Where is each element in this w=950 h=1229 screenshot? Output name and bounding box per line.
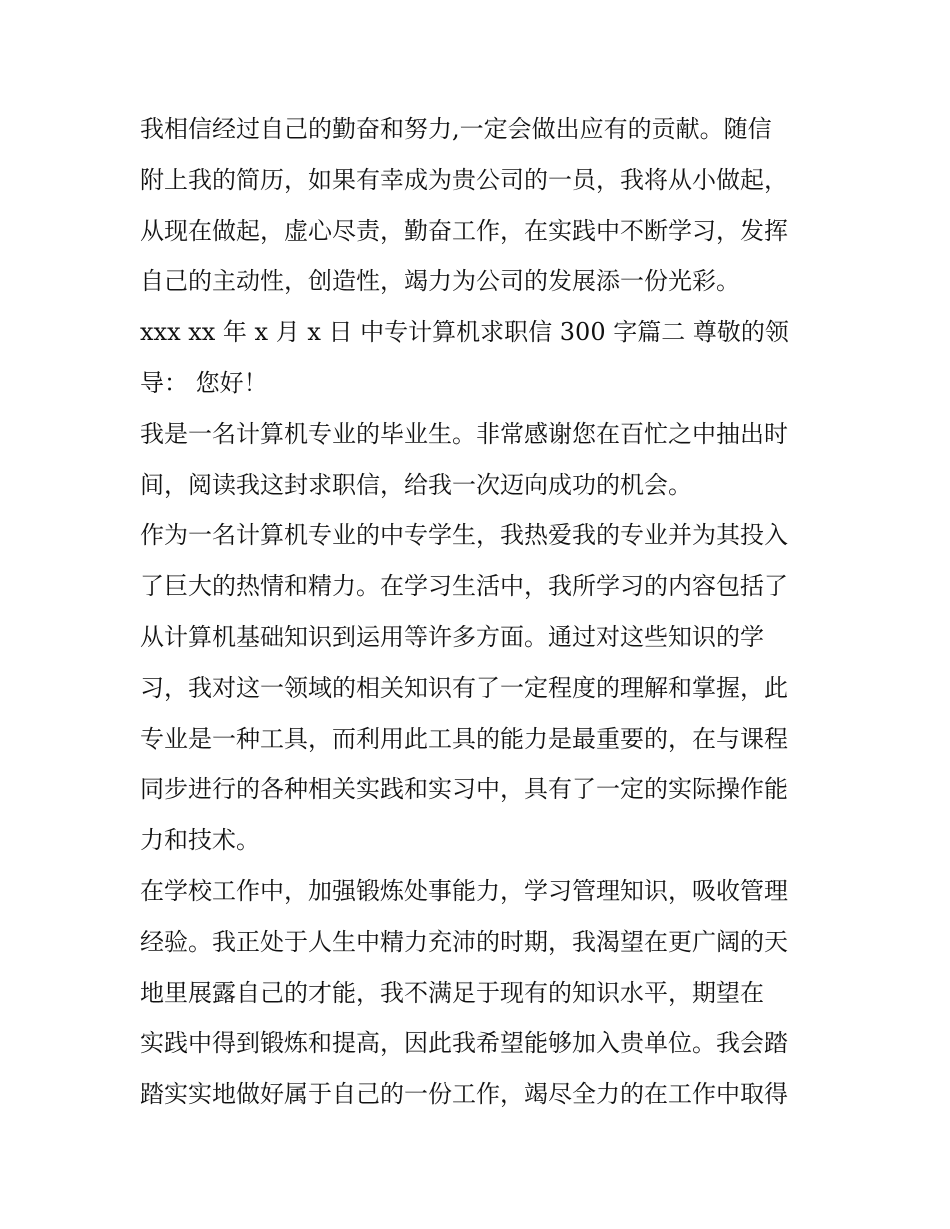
text-line: 自己的主动性，创造性，竭力为公司的发展添一份光彩。	[140, 267, 740, 296]
text-line: 间，阅读我这封求职信，给我一次迈向成功的机会。	[140, 470, 692, 499]
text-line: 我是一名计算机专业的毕业生。非常感谢您在百忙之中抽出时	[140, 419, 788, 448]
text-line: 在学校工作中，加强锻炼处事能力，学习管理知识，吸收管理	[140, 876, 788, 905]
text-line: 我相信经过自己的勤奋和努力,一定会做出应有的贡献。随信	[140, 115, 772, 143]
text-line: 专业是一种工具，而利用此工具的能力是最重要的，在与课程	[140, 724, 788, 753]
text-line: 作为一名计算机专业的中专学生，我热爱我的专业并为其投入	[140, 521, 788, 550]
text-line: 同步进行的各种相关实践和实习中，具有了一定的实际操作能	[140, 775, 788, 804]
text-line: 力和技术。	[140, 826, 260, 855]
text-line: 导： 您好！	[140, 368, 268, 397]
text-line: xxx xx 年 x 月 x 日 中专计算机求职信 300 字篇二 尊敬的领	[140, 318, 789, 347]
text-line: 从现在做起，虚心尽责，勤奋工作，在实践中不断学习，发挥	[140, 216, 788, 245]
text-line: 地里展露自己的才能，我不满足于现有的知识水平，期望在	[140, 978, 764, 1007]
text-line: 附上我的简历，如果有幸成为贵公司的一员，我将从小做起，	[140, 165, 788, 194]
text-line: 了巨大的热情和精力。在学习生活中，我所学习的内容包括了	[140, 572, 788, 601]
text-line: 实践中得到锻炼和提高，因此我希望能够加入贵单位。我会踏	[140, 1029, 788, 1058]
document-body	[140, 104, 812, 1120]
text-line: 从计算机基础知识到运用等许多方面。通过对这些知识的学	[140, 622, 764, 651]
text-line: 踏实实地做好属于自己的一份工作，竭尽全力的在工作中取得	[140, 1080, 788, 1109]
text-line: 习，我对这一领域的相关知识有了一定程度的理解和掌握，此	[140, 673, 788, 702]
text-line: 经验。我正处于人生中精力充沛的时期，我渴望在更广阔的天	[140, 927, 788, 956]
